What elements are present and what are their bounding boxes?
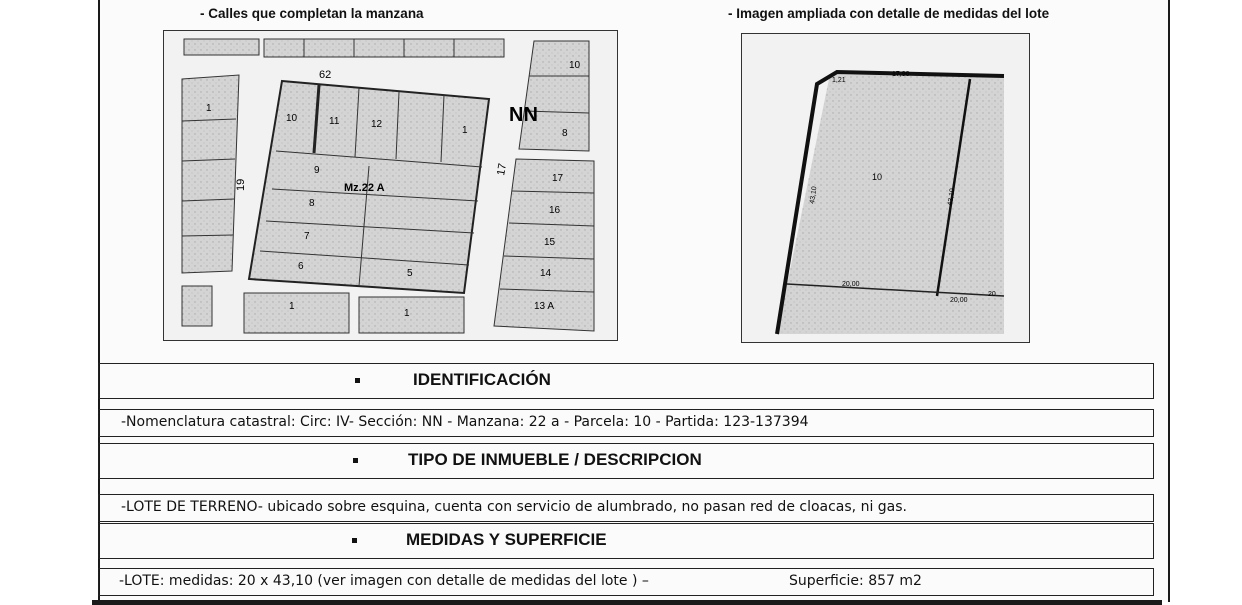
dimension-label: 20,00 bbox=[842, 281, 860, 288]
dimension-label: 20 bbox=[988, 291, 996, 298]
lot-number: 5 bbox=[407, 268, 413, 279]
lot-number: 11 bbox=[329, 116, 340, 127]
section-tipo-inmueble-header bbox=[98, 443, 1154, 479]
lot-number: 15 bbox=[544, 237, 556, 248]
block-map bbox=[163, 30, 618, 341]
street-label-62: 62 bbox=[319, 69, 332, 81]
dimension-label: 1,21 bbox=[832, 77, 846, 84]
lot-number: 6 bbox=[298, 261, 304, 272]
lot-number: 1 bbox=[404, 308, 410, 319]
caption-left: - Calles que completan la manzana bbox=[200, 6, 424, 21]
section-medidas-header bbox=[98, 523, 1154, 559]
lot-number: 10 bbox=[569, 60, 581, 71]
lot-number: 14 bbox=[540, 268, 552, 279]
lot-number: 8 bbox=[562, 128, 568, 139]
section-identificacion-body bbox=[98, 409, 1154, 437]
bottom-border bbox=[92, 600, 1162, 605]
superficie-text: Superficie: 857 m2 bbox=[789, 573, 922, 589]
caption-right: - Imagen ampliada con detalle de medidas del lote bbox=[728, 6, 1050, 21]
lot-number: 16 bbox=[549, 205, 561, 216]
lot-detail-map bbox=[741, 33, 1030, 343]
section-title: TIPO DE INMUEBLE / DESCRIPCION bbox=[408, 450, 702, 469]
dimension-label: 43,10 bbox=[809, 185, 819, 205]
medidas-text: -LOTE: medidas: 20 x 43,10 (ver imagen con detalle de medidas del lote ) – bbox=[119, 573, 649, 589]
street-label-nn: NN bbox=[509, 104, 538, 126]
block-map-drawing bbox=[164, 31, 617, 340]
lot-number: 9 bbox=[314, 165, 320, 176]
bullet-icon bbox=[353, 458, 358, 463]
lot-number: 7 bbox=[304, 231, 310, 242]
dimension-label: 17,90 bbox=[892, 71, 910, 78]
lot-number: 8 bbox=[309, 198, 315, 209]
bullet-icon bbox=[352, 538, 357, 543]
lot-number: 13 A bbox=[534, 301, 555, 312]
lot-number: 10 bbox=[872, 172, 883, 182]
lot-number: 10 bbox=[286, 113, 298, 124]
lot-number: 1 bbox=[289, 301, 295, 312]
street-label-19: 19 bbox=[235, 178, 247, 191]
section-tipo-inmueble-body bbox=[98, 494, 1154, 522]
lot-number: 17 bbox=[552, 173, 564, 184]
dimension-label: 43,10 bbox=[947, 187, 957, 207]
section-identificacion-header bbox=[98, 363, 1154, 399]
lot-detail-drawing bbox=[742, 34, 1029, 342]
section-title: MEDIDAS Y SUPERFICIE bbox=[406, 530, 607, 549]
bullet-icon bbox=[355, 378, 360, 383]
section-title: IDENTIFICACIÓN bbox=[413, 370, 551, 389]
section-medidas-body bbox=[98, 568, 1154, 596]
lot-number: 12 bbox=[371, 119, 383, 130]
nomenclatura-text: -Nomenclatura catastral: Circ: IV- Sección: NN - Manzana: 22 a - Parcela: 10 - Partida: 123-137394 bbox=[121, 414, 809, 430]
descripcion-text: -LOTE DE TERRENO- ubicado sobre esquina, cuenta con servicio de alumbrado, no pasan red de cloacas, ni gas. bbox=[121, 499, 908, 515]
lot-number: 1 bbox=[462, 125, 468, 136]
street-label-17: 17 bbox=[495, 162, 510, 177]
dimension-label: 20,00 bbox=[950, 297, 968, 304]
lot-number: 1 bbox=[206, 103, 212, 114]
block-label: Mz.22 A bbox=[344, 182, 385, 194]
